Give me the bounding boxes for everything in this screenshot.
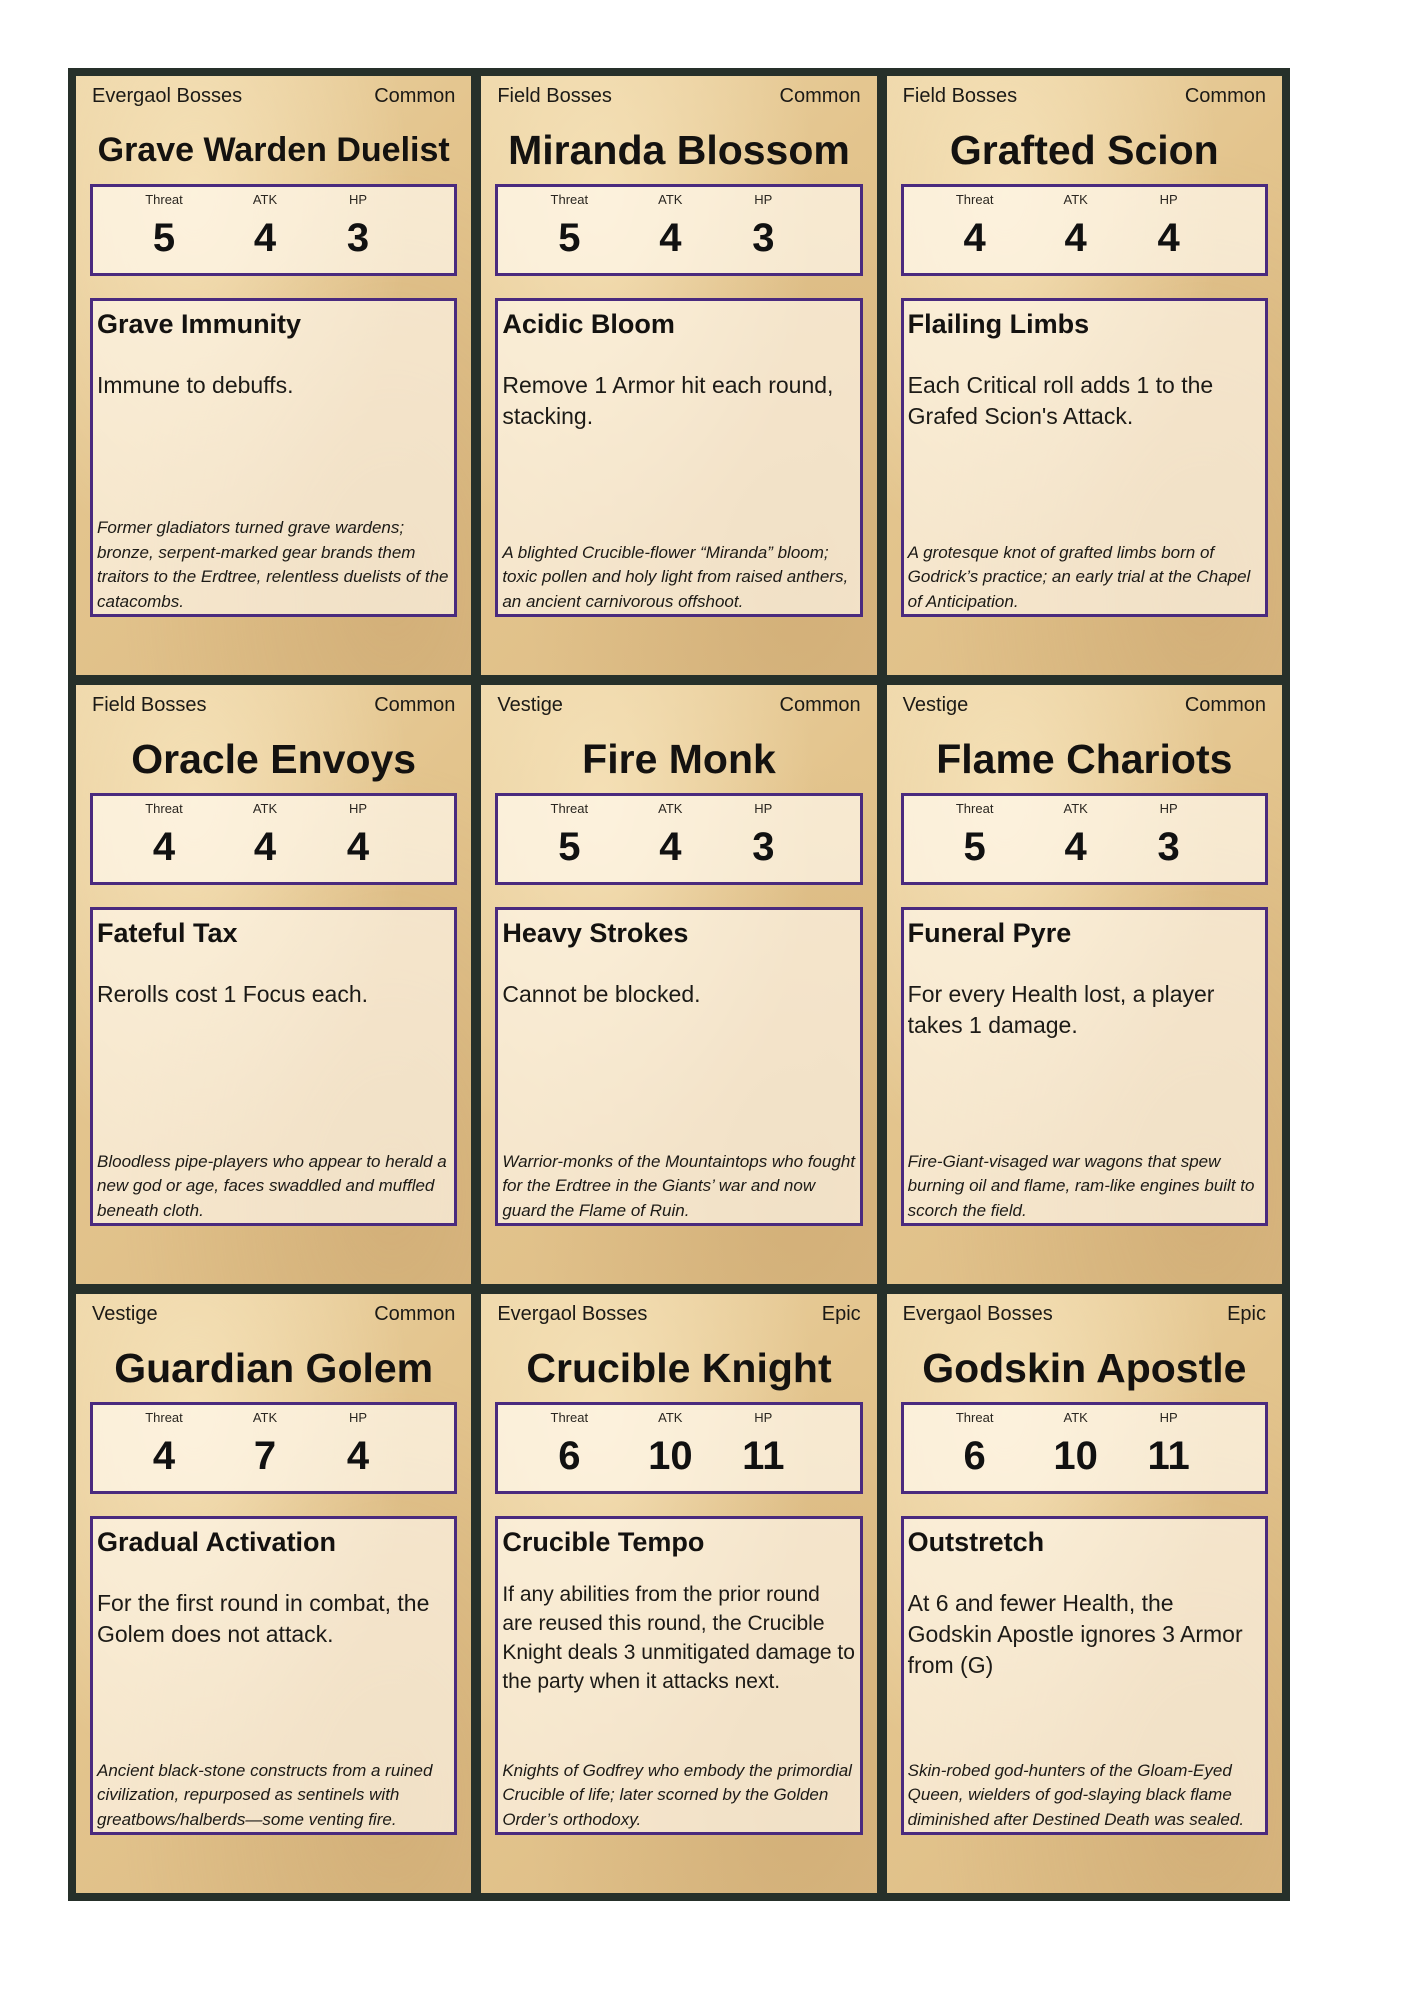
ability-box [90, 1516, 457, 1835]
stat-value: 4 [659, 825, 682, 869]
stat-box [901, 1402, 1268, 1494]
card-set: Field Bosses [497, 84, 612, 107]
card-name: Fire Monk [582, 736, 776, 782]
ability-box [90, 298, 457, 617]
card-name: Miranda Blossom [508, 127, 850, 173]
ability-text: Each Critical roll adds 1 to the Grafed Scion's Attack. [907, 372, 1214, 429]
stat-value: 6 [558, 1434, 581, 1478]
stat-box [495, 793, 862, 885]
stat-value: 5 [558, 825, 581, 869]
card-sheet [68, 68, 1290, 1901]
stat-value: 10 [1053, 1434, 1098, 1478]
card-miranda-blossom[interactable] [481, 76, 876, 675]
card-rarity: Common [1184, 693, 1266, 716]
stat-threat [524, 796, 614, 870]
card-name: Grafted Scion [949, 127, 1219, 173]
card-header [90, 1294, 457, 1334]
card-rarity: Common [779, 84, 861, 107]
ability-text: For every Health lost, a player takes 1 damage. [907, 981, 1215, 1038]
card-set: Evergaol Bosses [902, 1302, 1053, 1325]
ability-title: Crucible Tempo [502, 1527, 705, 1557]
card-name: Godskin Apostle [922, 1345, 1247, 1391]
flavor-text: A blighted Crucible-flower “Miranda” bloom; toxic pollen and holy light from raised anthers, an ancient carnivorous offshoot. [502, 542, 849, 611]
card-header [495, 1294, 862, 1334]
card-name: Grave Warden Duelist [97, 131, 450, 169]
stat-label: Threat [145, 801, 183, 816]
card-set: Evergaol Bosses [92, 84, 243, 107]
stat-label: ATK [252, 801, 278, 816]
stat-value: 11 [742, 1434, 785, 1478]
card-set: Vestige [497, 693, 563, 716]
stat-label: ATK [658, 1410, 683, 1425]
stat-atk [1031, 1405, 1121, 1479]
stat-value: 3 [1157, 825, 1180, 869]
card-header [90, 685, 457, 725]
flavor-text: Ancient black-stone constructs from a ruined civilization, repurposed as sentinels with greatbows/halberds—some venting fire. [97, 1760, 433, 1829]
card-set: Evergaol Bosses [497, 1302, 648, 1325]
card-fire-monk[interactable] [481, 685, 876, 1284]
card-set: Field Bosses [92, 693, 207, 716]
stat-value: 5 [558, 216, 581, 260]
card-header [495, 76, 862, 116]
stat-label: ATK [1063, 192, 1088, 207]
stat-threat [524, 1405, 614, 1479]
stat-label: Threat [550, 1410, 589, 1425]
stat-value: 4 [1064, 825, 1087, 869]
stat-hp [718, 187, 808, 261]
stat-box [901, 793, 1268, 885]
stat-label: HP [1159, 801, 1178, 816]
stat-atk [625, 796, 715, 870]
stat-value: 4 [152, 825, 176, 869]
flavor-text: Skin-robed god-hunters of the Gloam-Eyed Queen, wielders of god-slaying black flame diminished after Destined Death was sealed. [907, 1760, 1245, 1829]
stat-hp [313, 187, 403, 261]
ability-box [90, 907, 457, 1226]
stat-atk [220, 187, 310, 261]
card-set: Field Bosses [902, 84, 1018, 107]
stat-value: 4 [963, 216, 986, 260]
ability-text: Remove 1 Armor hit each round, stacking. [502, 372, 834, 429]
stat-value: 4 [253, 825, 277, 869]
flavor-text: Bloodless pipe-players who appear to herald a new god or age, faces swaddled and muffled beneath cloth. [97, 1151, 447, 1220]
ability-text: Rerolls cost 1 Focus each. [97, 981, 369, 1007]
stat-value: 4 [346, 1434, 370, 1478]
card-name: Crucible Knight [526, 1345, 832, 1391]
ability-box [901, 907, 1268, 1226]
stat-label: Threat [550, 192, 589, 207]
stat-value: 4 [253, 216, 277, 260]
stat-label: HP [1159, 192, 1178, 207]
stat-label: HP [754, 801, 773, 816]
card-header [901, 76, 1268, 116]
card-grave-warden-duelist[interactable] [76, 76, 471, 675]
stat-value: 5 [963, 825, 986, 869]
stat-value: 11 [1147, 1434, 1190, 1478]
stat-threat [930, 796, 1020, 870]
stat-label: ATK [1063, 801, 1088, 816]
stat-label: HP [348, 1410, 368, 1425]
stat-threat [119, 796, 209, 870]
ability-box [495, 298, 862, 617]
stat-hp [1124, 187, 1214, 261]
stat-label: HP [1159, 1410, 1178, 1425]
stat-value: 3 [752, 825, 775, 869]
stat-atk [625, 187, 715, 261]
ability-title: Flailing Limbs [907, 309, 1090, 339]
stat-hp [313, 796, 403, 870]
stat-value: 10 [648, 1434, 693, 1478]
stat-threat [119, 1405, 209, 1479]
card-header [495, 685, 862, 725]
stat-value: 4 [346, 825, 370, 869]
stat-value: 7 [253, 1434, 277, 1478]
stat-threat [930, 1405, 1020, 1479]
stat-hp [1124, 1405, 1214, 1479]
ability-title: Grave Immunity [97, 309, 302, 339]
ability-title: Fateful Tax [97, 918, 238, 948]
flavor-text: Knights of Godfrey who embody the primordial Crucible of life; later scorned by the Golden Order’s orthodoxy. [502, 1760, 852, 1829]
stat-label: Threat [955, 192, 994, 207]
card-guardian-golem[interactable] [76, 1294, 471, 1893]
ability-text: At 6 and fewer Health, the Godskin Apostle ignores 3 Armor from (G) [907, 1590, 1243, 1678]
ability-text: For the first round in combat, the Golem does not attack. [97, 1590, 430, 1647]
stat-value: 6 [963, 1434, 986, 1478]
stat-label: Threat [955, 1410, 994, 1425]
ability-title: Funeral Pyre [907, 918, 1072, 948]
stat-atk [625, 1405, 715, 1479]
stat-box [90, 793, 457, 885]
card-rarity: Common [374, 84, 456, 107]
stat-label: Threat [145, 1410, 183, 1425]
stat-label: ATK [1063, 1410, 1088, 1425]
card-rarity: Common [779, 693, 861, 716]
stat-label: HP [754, 1410, 773, 1425]
stat-label: ATK [252, 1410, 278, 1425]
stat-value: 4 [1157, 216, 1180, 260]
stat-value: 4 [152, 1434, 176, 1478]
card-rarity: Epic [1227, 1302, 1266, 1325]
stat-hp [313, 1405, 403, 1479]
card-header [90, 76, 457, 116]
flavor-text: A grotesque knot of grafted limbs born of Godrick’s practice; an early trial at the Chapel of Anticipation. [907, 542, 1251, 611]
ability-box [901, 298, 1268, 617]
ability-title: Gradual Activation [97, 1527, 337, 1557]
stat-box [495, 184, 862, 276]
card-flame-chariots[interactable] [887, 685, 1282, 1284]
card-name: Flame Chariots [936, 736, 1233, 782]
card-crucible-knight[interactable] [481, 1294, 876, 1893]
card-set: Vestige [902, 693, 969, 716]
ability-text: Immune to debuffs. [97, 372, 294, 398]
stat-label: Threat [145, 192, 183, 207]
ability-text: If any abilities from the prior round are reused this round, the Crucible Knight deals 3 unmitigated damage to the party when it attacks next. [502, 1583, 855, 1693]
flavor-text: Warrior-monks of the Mountaintops who fought for the Erdtree in the Giants’ war and now guard the Flame of Ruin. [502, 1151, 856, 1220]
stat-value: 3 [346, 216, 370, 260]
card-name: Oracle Envoys [131, 736, 417, 782]
stat-box [90, 184, 457, 276]
ability-title: Outstretch [907, 1527, 1045, 1557]
stat-threat [524, 187, 614, 261]
card-header [901, 685, 1268, 725]
stat-label: HP [348, 801, 368, 816]
card-set: Vestige [92, 1302, 158, 1325]
stat-label: ATK [252, 192, 278, 207]
stat-box [90, 1402, 457, 1494]
card-header [901, 1294, 1268, 1334]
card-name: Guardian Golem [114, 1345, 434, 1391]
stat-value: 3 [752, 216, 775, 260]
card-grafted-scion[interactable] [887, 76, 1282, 675]
flavor-text: Fire-Giant-visaged war wagons that spew burning oil and flame, ram-like engines built to scorch the field. [907, 1151, 1255, 1220]
stat-threat [119, 187, 209, 261]
ability-title: Heavy Strokes [502, 918, 689, 948]
stat-threat [930, 187, 1020, 261]
flavor-text: Former gladiators turned grave wardens; bronze, serpent-marked gear brands them traitors to the Erdtree, relentless duelists of the catacombs. [97, 518, 449, 611]
ability-title: Acidic Bloom [502, 309, 675, 339]
stat-label: ATK [658, 192, 683, 207]
stat-atk [1031, 187, 1121, 261]
ability-box [495, 1516, 862, 1835]
stat-atk [220, 1405, 310, 1479]
stat-label: ATK [658, 801, 683, 816]
card-rarity: Common [374, 1302, 456, 1325]
stat-value: 5 [152, 216, 176, 260]
stat-box [901, 184, 1268, 276]
card-rarity: Epic [821, 1302, 861, 1325]
stat-hp [1124, 796, 1214, 870]
card-oracle-envoys[interactable] [76, 685, 471, 1284]
stat-label: HP [754, 192, 773, 207]
stat-atk [1031, 796, 1121, 870]
stat-label: Threat [550, 801, 589, 816]
card-rarity: Common [1184, 84, 1266, 107]
stat-label: Threat [955, 801, 994, 816]
stat-hp [718, 1405, 808, 1479]
stat-atk [220, 796, 310, 870]
ability-box [901, 1516, 1268, 1835]
stat-box [495, 1402, 862, 1494]
stat-value: 4 [659, 216, 682, 260]
stat-hp [718, 796, 808, 870]
ability-text: Cannot be blocked. [502, 981, 701, 1007]
stat-value: 4 [1064, 216, 1087, 260]
card-godskin-apostle[interactable] [887, 1294, 1282, 1893]
card-rarity: Common [374, 693, 456, 716]
ability-box [495, 907, 862, 1226]
stat-label: HP [348, 192, 368, 207]
